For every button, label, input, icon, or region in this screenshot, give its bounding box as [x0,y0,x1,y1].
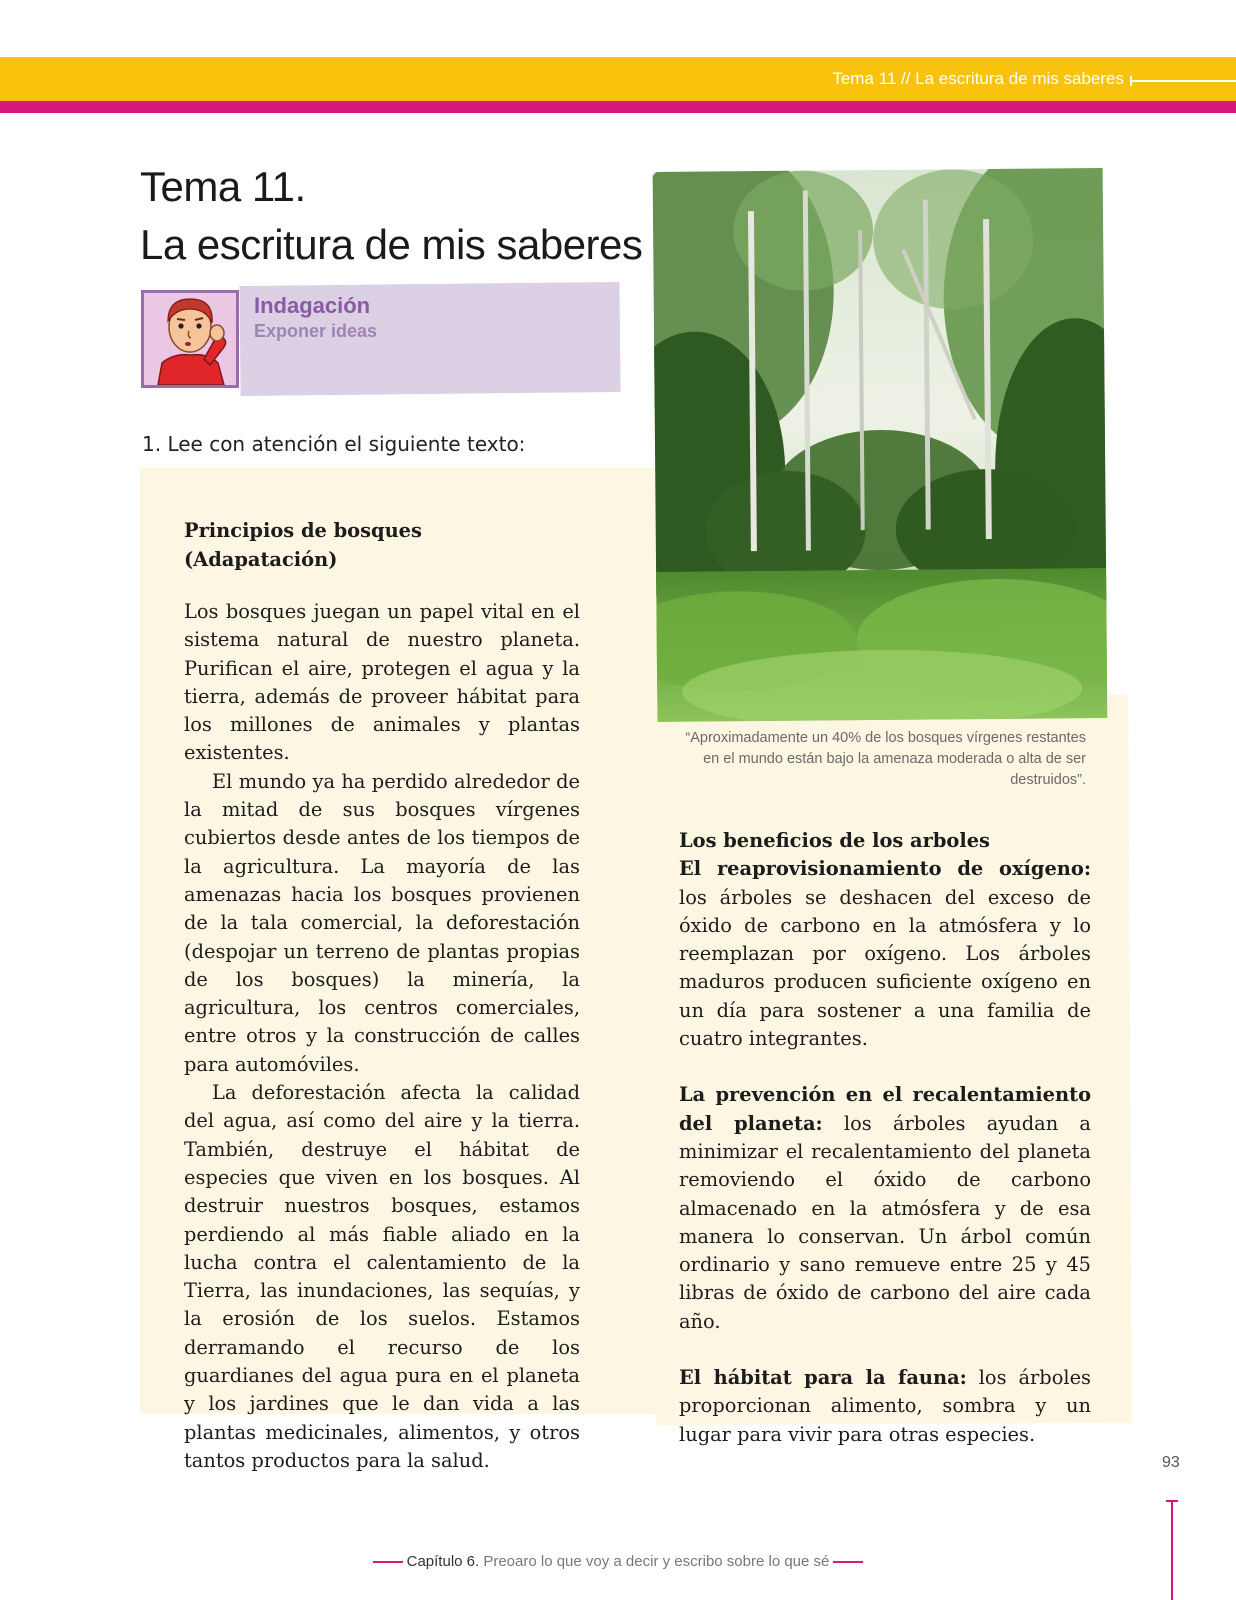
article-body [184,598,580,1475]
badge-title: Indagación [254,293,371,318]
footer-rule-right [833,1561,863,1563]
footer-chapter: Capítulo 6. [406,1553,480,1570]
page-number-rule [1171,1500,1173,1600]
benefit-term: La prevención en el recalentamiento del planeta: [679,1083,1091,1135]
benefit-term: El reaprovisionamiento de oxígeno: [679,857,1091,881]
header-stripe [0,101,1236,113]
footer-subtitle: Preoaro lo que voy a decir y escribo sobre lo que sé [483,1553,830,1570]
article-paragraph: El mundo ya ha perdido alrededor de la mitad de sus bosques vírgenes cubiertos desde antes de los tiempos de la agricultura. La mayoría de las amenazas hacia los bosques provienen de la tala comercial, la deforestación (despojar un terreno de plantas propias de los bosques) la minería, la agricultura, los centros comerciales, entre otros y la construcción de calles para automóviles. [184,769,580,1076]
article-heading-line-2: (Adapatación) [184,548,338,571]
benefit-item [679,1081,1091,1336]
article-paragraph: La deforestación afecta la calidad del agua, así como del aire y la tierra. También, destruye el hábitat de especies que viven en los bosques. Al destruir nuestros bosques, estamos perdiendo al más fiable aliado en la lucha contra el calentamiento de la Tierra, las inundaciones, las sequías, y la erosión de los suelos. Estamos derramando el recurso de los guardianes del agua pura en el planeta y los jardines que le dan vida a las plantas medicinales, alimentos, y otros tantos productos para la salud. [184,1081,580,1472]
instruction: 1. Lee con atención el siguiente texto: [142,432,526,456]
forest-image [653,168,1108,722]
title-line-1: Tema 11. [140,163,306,210]
benefit-item [679,1364,1091,1449]
page-number: 93 [1162,1454,1180,1471]
benefit-item [679,855,1091,1053]
title-line-2: La escritura de mis saberes [140,221,643,268]
article-paragraph: Los bosques juegan un papel vital en el sistema natural de nuestro planeta. Purifican el aire, protegen el agua y la tierra, además de proveer hábitat para los millones de animales y plantas existentes. [184,600,580,765]
page-title [140,158,642,274]
student-illustration [141,290,239,388]
forest-photo [653,168,1108,722]
footer [0,1553,1236,1570]
thinking-boy-icon [144,293,236,385]
benefits-heading: Los beneficios de los arboles [679,829,990,852]
footer-rule-left [373,1561,403,1563]
benefit-text: los árboles ayudan a minimizar el recalentamiento del planeta removiendo el óxido de carbono almacenado en la atmósfera y de esa manera lo conservan. Un árbol común ordinario y sano remueve entre 25 y 45 libras de óxido de carbono del aire cada año. [679,1111,1091,1333]
benefit-text: los árboles proporcionan alimento, sombra y un lugar para vivir para otras especies. [679,1366,1092,1446]
badge-subtitle: Exponer ideas [254,321,378,341]
benefit-term: El hábitat para la fauna: [679,1366,967,1390]
running-title: Tema 11 // La escritura de mis saberes [832,69,1124,88]
article-heading-line-1: Principios de bosques [184,519,422,542]
article-heading [184,516,422,574]
header-rule [1130,80,1236,82]
photo-caption: “Aproximadamente un 40% de los bosques vírgenes restantes en el mundo están bajo la amenaza moderada o alta de ser destruidos”. [685,730,1086,788]
benefits-section [679,827,1091,1449]
benefit-text: los árboles se deshacen del exceso de óxido de carbono en la atmósfera y lo reemplazan por oxígeno. Los árboles maduros producen suficiente oxígeno en un día para sostener a una familia de cuatro integrantes. [679,885,1091,1051]
